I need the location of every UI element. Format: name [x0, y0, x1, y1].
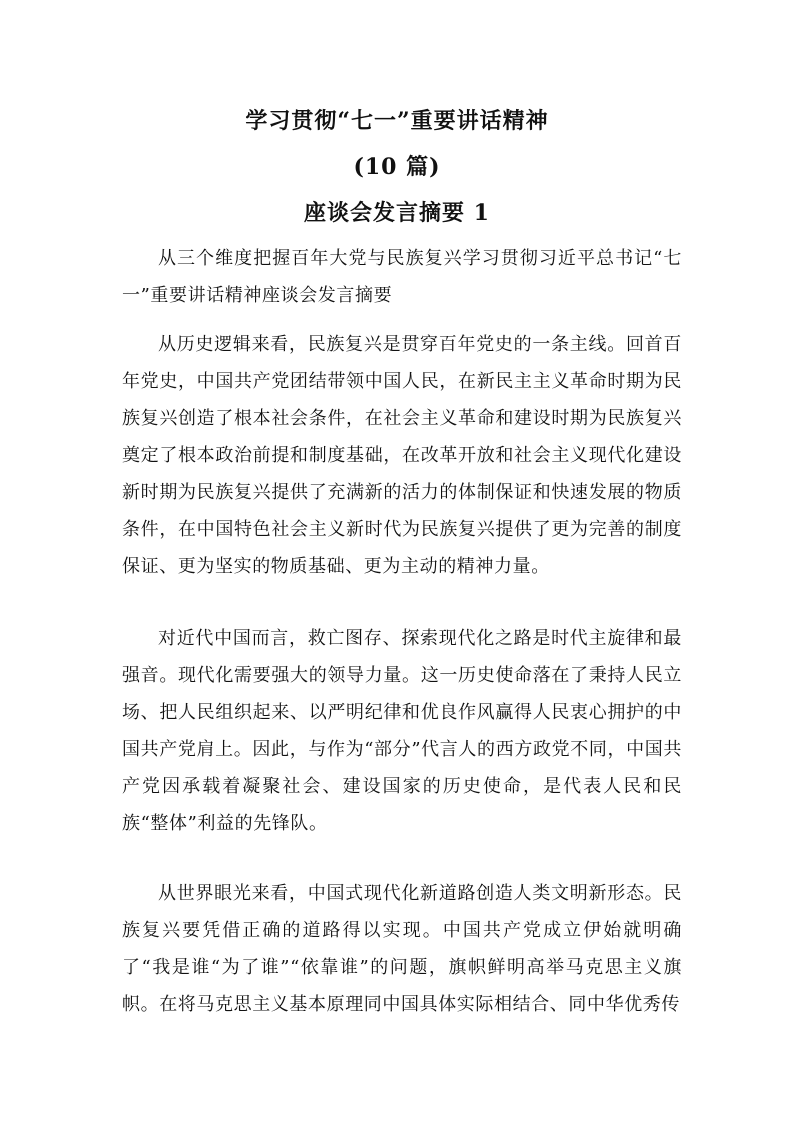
section-heading: 座谈会发言摘要 1 — [304, 200, 490, 226]
paragraph-history-logic: 从历史逻辑来看，民族复兴是贯穿百年党史的一条主线。回首百年党史，中国共产党团结带领中国人民，在新民主主义革命时期为民族复兴创造了根本社会条件，在社会主义革命和建设时期为民族复兴奠定了根本政治前提和制度基础，在改革开放和社会主义现代化建设新时期为民族复兴提供了充满新的活力的体制保证和快速发展的物质条件，在中国特色社会主义新时代为民族复兴提供了更为完善的制度保证、更为坚实的物质基础、更为主动的精神力量。 — [122, 334, 682, 577]
paragraph-intro: 从三个维度把握百年大党与民族复兴学习贯彻习近平总书记“七一”重要讲话精神座谈会发言摘要 — [122, 248, 682, 306]
paragraph-world-view: 从世界眼光来看，中国式现代化新道路创造人类文明新形态。民族复兴要凭借正确的道路得以实现。中国共产党成立伊始就明确了“我是谁“为了谁”“依靠谁”的问题，旗帜鲜明高举马克思主义旗帜。在将马克思主义基本原理同中国具体实际相结合、同中华优秀传 — [122, 883, 682, 1015]
paragraph-modern-china: 对近代中国而言，救亡图存、探索现代化之路是时代主旋律和最强音。现代化需要强大的领导力量。这一历史使命落在了秉持人民立场、把人民组织起来、以严明纪律和优良作风赢得人民衷心拥护的中国共产党肩上。因此，与作为“部分”代言人的西方政党不同，中国共产党因承载着凝聚社会、建设国家的历史使命，是代表人民和民族“整体”利益的先锋队。 — [122, 628, 682, 834]
document-subtitle: (10 篇) — [353, 154, 441, 180]
document-title: 学习贯彻“七一”重要讲话精神 — [245, 108, 549, 134]
